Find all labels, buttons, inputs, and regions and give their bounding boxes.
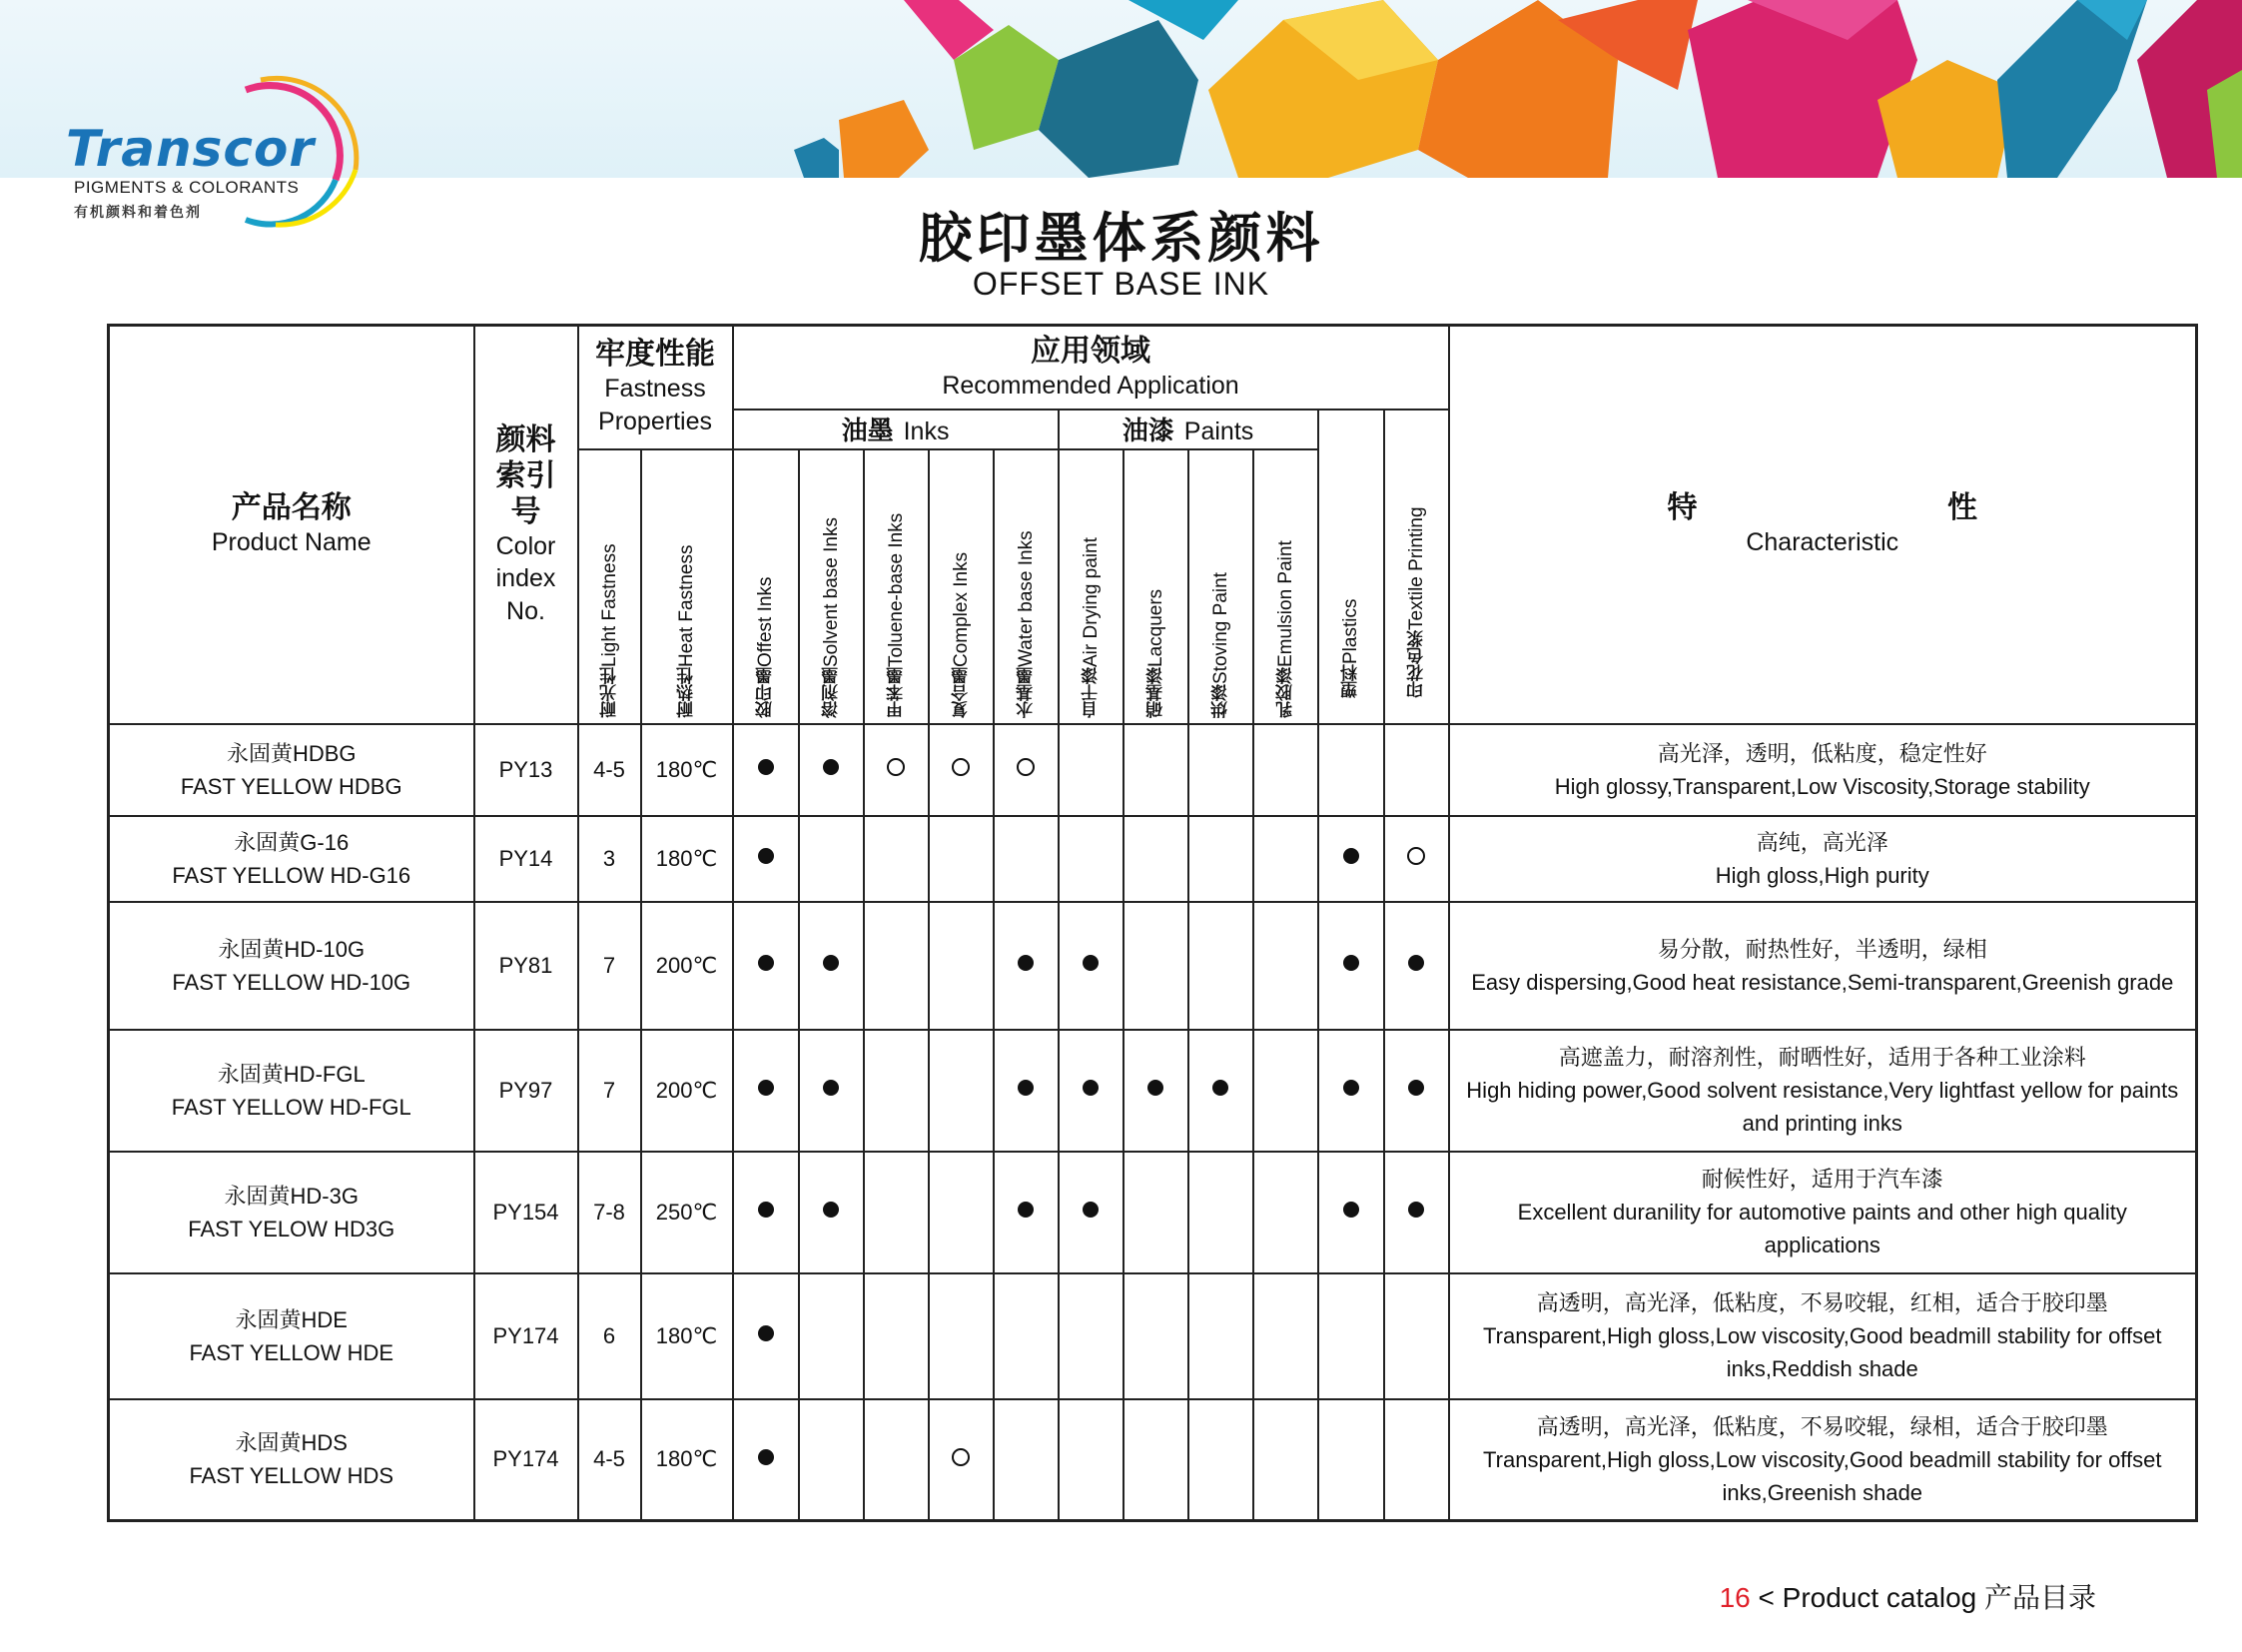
filled-dot-icon xyxy=(1343,1080,1359,1096)
product-table-wrapper xyxy=(107,324,2179,1522)
application-mark-cell xyxy=(1318,1152,1384,1273)
application-mark-cell xyxy=(1318,902,1384,1030)
application-mark-cell xyxy=(929,724,994,816)
header-col-cn: 耐光性 xyxy=(599,666,620,718)
header-col-textile xyxy=(1384,410,1449,724)
header-col-lacquers xyxy=(1123,449,1188,724)
heat-fastness-cell: 180℃ xyxy=(641,1399,733,1521)
heat-fastness-cell: 200℃ xyxy=(641,902,733,1030)
application-mark-cell xyxy=(994,1152,1059,1273)
application-mark-cell xyxy=(929,1273,994,1399)
application-mark-cell xyxy=(733,902,799,1030)
header-col-en: Air Drying paint xyxy=(1080,536,1102,667)
application-mark-cell xyxy=(1188,1399,1253,1521)
header-col-plastics-label xyxy=(1338,430,1363,698)
header-col-water-inks xyxy=(994,449,1059,724)
application-mark-cell xyxy=(1253,724,1318,816)
header-application xyxy=(733,326,1449,410)
header-col-en: Light Fastness xyxy=(598,542,620,667)
table-row xyxy=(109,1273,2197,1399)
application-mark-cell xyxy=(1123,902,1188,1030)
color-index-cell: PY174 xyxy=(474,1273,578,1399)
application-mark-cell xyxy=(1384,1152,1449,1273)
light-fastness-cell: 3 xyxy=(578,816,641,902)
header-col-cn: 溶剂墨 xyxy=(821,666,842,718)
application-mark-cell xyxy=(733,1273,799,1399)
header-col-cn: 复合墨 xyxy=(951,666,972,718)
header-application-cn: 应用领域 xyxy=(1031,333,1151,369)
application-mark-cell xyxy=(733,1030,799,1152)
filled-dot-icon xyxy=(1408,1202,1424,1218)
filled-dot-icon xyxy=(823,759,839,775)
header-col-en: Plastics xyxy=(1340,598,1362,664)
application-mark-cell xyxy=(733,1399,799,1521)
product-name-cell xyxy=(109,816,474,902)
filled-dot-icon xyxy=(758,848,774,864)
header-col-cn: 自干漆 xyxy=(1081,666,1102,718)
header-col-cn: 甲苯墨 xyxy=(886,666,907,718)
product-name-en: FAST YELOW HD3G xyxy=(188,1216,395,1241)
filled-dot-icon xyxy=(1083,955,1099,971)
header-col-en: Offest Inks xyxy=(755,576,777,667)
characteristic-cn: 易分散，耐热性好，半透明，绿相 xyxy=(1657,936,1987,962)
filled-dot-icon xyxy=(758,955,774,971)
header-col-en: Emulsion Paint xyxy=(1274,539,1296,667)
characteristic-cell xyxy=(1449,724,2197,816)
application-mark-cell xyxy=(1318,1399,1384,1521)
product-name-cell xyxy=(109,1399,474,1521)
color-index-cell: PY81 xyxy=(474,902,578,1030)
filled-dot-icon xyxy=(1083,1080,1099,1096)
application-mark-cell xyxy=(1188,724,1253,816)
header-col-label xyxy=(884,450,909,718)
application-mark-cell xyxy=(733,816,799,902)
header-col-light-fastness xyxy=(578,449,641,724)
header-col-label xyxy=(1208,450,1233,718)
header-col-label xyxy=(1273,450,1298,718)
product-table xyxy=(107,324,2198,1522)
header-col-en: Water base Inks xyxy=(1015,529,1037,667)
heat-fastness-cell: 180℃ xyxy=(641,816,733,902)
color-index-cell: PY174 xyxy=(474,1399,578,1521)
header-inks-en: Inks xyxy=(903,417,950,445)
header-col-stoving-paint xyxy=(1188,449,1253,724)
header-characteristic-en: Characteristic xyxy=(1746,528,1899,556)
filled-dot-icon xyxy=(1343,848,1359,864)
application-mark-cell xyxy=(994,1273,1059,1399)
application-mark-cell xyxy=(799,1030,864,1152)
application-mark-cell xyxy=(864,902,929,1030)
application-mark-cell xyxy=(994,1030,1059,1152)
header-col-en: Stoving Paint xyxy=(1209,571,1231,684)
characteristic-cn: 高透明，高光泽，低粘度，不易咬辊，红相，适合于胶印墨 xyxy=(1536,1290,2108,1315)
filled-dot-icon xyxy=(1408,955,1424,971)
header-col-air-drying-paint xyxy=(1059,449,1123,724)
filled-dot-icon xyxy=(758,1325,774,1341)
header-characteristic xyxy=(1449,326,2197,724)
header-product-name-cn: 产品名称 xyxy=(231,490,352,525)
header-col-toluene-inks xyxy=(864,449,929,724)
application-mark-cell xyxy=(1253,1030,1318,1152)
table-row xyxy=(109,724,2197,816)
header-col-complex-inks xyxy=(929,449,994,724)
application-mark-cell xyxy=(929,816,994,902)
characteristic-cn: 高透明，高光泽，低粘度，不易咬辊，绿相，适合于胶印墨 xyxy=(1536,1413,2108,1439)
application-mark-cell xyxy=(1059,1399,1123,1521)
application-mark-cell xyxy=(1188,816,1253,902)
product-name-cn: 永固黄HD-FGL xyxy=(217,1061,366,1087)
header-col-en: Complex Inks xyxy=(950,551,972,667)
open-circle-icon xyxy=(1407,847,1425,865)
application-mark-cell xyxy=(799,816,864,902)
application-mark-cell xyxy=(1188,1030,1253,1152)
product-name-en: FAST YELLOW HD-G16 xyxy=(172,862,411,888)
header-col-cn: 烘漆 xyxy=(1210,683,1231,718)
characteristic-cell xyxy=(1449,816,2197,902)
application-mark-cell xyxy=(1253,902,1318,1030)
application-mark-cell xyxy=(1059,902,1123,1030)
application-mark-cell xyxy=(994,902,1059,1030)
application-mark-cell xyxy=(1123,816,1188,902)
header-color-index-en: Color index No. xyxy=(495,531,556,625)
header-col-offset-inks xyxy=(733,449,799,724)
product-name-cn: 永固黄HDE xyxy=(235,1306,348,1332)
header-col-cn: 硝基漆 xyxy=(1145,666,1166,718)
header-col-textile-label xyxy=(1404,430,1429,698)
color-index-cell: PY154 xyxy=(474,1152,578,1273)
application-mark-cell xyxy=(1188,1273,1253,1399)
application-mark-cell xyxy=(799,1399,864,1521)
header-fastness-en: Fastness Properties xyxy=(598,375,712,435)
application-mark-cell xyxy=(1253,1273,1318,1399)
application-mark-cell xyxy=(799,1273,864,1399)
application-mark-cell xyxy=(864,816,929,902)
product-name-cn: 永固黄HD-3G xyxy=(224,1183,359,1209)
application-mark-cell xyxy=(929,1399,994,1521)
header-col-cn: 塑料 xyxy=(1341,663,1362,698)
product-name-cell xyxy=(109,1273,474,1399)
filled-dot-icon xyxy=(758,759,774,775)
color-index-cell: PY13 xyxy=(474,724,578,816)
logo-subtitle-cn: 有机颜料和着色剂 xyxy=(74,204,202,220)
footer-text: < Product catalog 产品目录 xyxy=(1758,1582,2096,1613)
page-title-cn: 胶印墨体系颜料 xyxy=(918,207,1324,270)
filled-dot-icon xyxy=(1343,1202,1359,1218)
header-fastness-cn: 牢度性能 xyxy=(595,337,715,373)
application-mark-cell xyxy=(1384,1399,1449,1521)
logo-wordmark: Transcor xyxy=(66,120,316,178)
color-index-cell: PY14 xyxy=(474,816,578,902)
color-index-cell: PY97 xyxy=(474,1030,578,1152)
header-col-emulsion-paint xyxy=(1253,449,1318,724)
product-name-en: FAST YELLOW HD-10G xyxy=(172,969,411,995)
application-mark-cell xyxy=(1253,1152,1318,1273)
header-col-en: Textile Printing xyxy=(1405,505,1427,630)
characteristic-cn: 高遮盖力，耐溶剂性，耐晒性好，适用于各种工业涂料 xyxy=(1558,1045,2086,1070)
heat-fastness-cell: 200℃ xyxy=(641,1030,733,1152)
application-mark-cell xyxy=(1188,902,1253,1030)
header-col-plastics xyxy=(1318,410,1384,724)
application-mark-cell xyxy=(1253,816,1318,902)
application-mark-cell xyxy=(799,902,864,1030)
characteristic-cn: 耐候性好，适用于汽车漆 xyxy=(1701,1167,1943,1192)
page-footer xyxy=(1720,1576,2096,1616)
application-mark-cell xyxy=(864,1152,929,1273)
header-fastness xyxy=(578,326,733,449)
header-col-en: Toluene-base Inks xyxy=(885,512,907,667)
header-col-en: Solvent base Inks xyxy=(820,516,842,667)
characteristic-en: High hiding power,Good solvent resistance,Very lightfast yellow for paints and printing inks xyxy=(1466,1078,2179,1136)
light-fastness-cell: 7-8 xyxy=(578,1152,641,1273)
characteristic-cn: 高纯，高光泽 xyxy=(1756,829,1888,855)
application-mark-cell xyxy=(864,1399,929,1521)
product-name-cn: 永固黄G-16 xyxy=(234,829,350,855)
characteristic-en: Transparent,High gloss,Low viscosity,Good beadmill stability for offset inks,Reddish shade xyxy=(1483,1323,2162,1381)
characteristic-cell xyxy=(1449,902,2197,1030)
filled-dot-icon xyxy=(1408,1080,1424,1096)
application-mark-cell xyxy=(799,724,864,816)
header-characteristic-cn: 特 性 xyxy=(1667,490,2097,525)
application-mark-cell xyxy=(1384,816,1449,902)
product-name-cn: 永固黄HD-10G xyxy=(218,936,366,962)
header-color-index xyxy=(474,326,578,724)
application-mark-cell xyxy=(1384,902,1449,1030)
header-col-cn: 胶印墨 xyxy=(756,666,777,718)
application-mark-cell xyxy=(994,1399,1059,1521)
application-mark-cell xyxy=(799,1152,864,1273)
filled-dot-icon xyxy=(1083,1202,1099,1218)
light-fastness-cell: 7 xyxy=(578,1030,641,1152)
table-row xyxy=(109,1152,2197,1273)
table-row xyxy=(109,902,2197,1030)
heat-fastness-cell: 180℃ xyxy=(641,724,733,816)
open-circle-icon xyxy=(952,1448,970,1466)
header-inks-cn: 油墨 xyxy=(841,416,894,446)
characteristic-en: High glossy,Transparent,Low Viscosity,Storage stability xyxy=(1554,773,2090,799)
light-fastness-cell: 6 xyxy=(578,1273,641,1399)
header-paints-en: Paints xyxy=(1183,417,1254,445)
page-number: 16 xyxy=(1719,1582,1751,1613)
application-mark-cell xyxy=(1059,816,1123,902)
header-inks xyxy=(733,410,1059,449)
product-name-en: FAST YELLOW HDS xyxy=(189,1463,394,1489)
header-col-label xyxy=(1079,450,1104,718)
logo-subtitle-en: PIGMENTS & COLORANTS xyxy=(74,178,300,197)
application-mark-cell xyxy=(1059,1273,1123,1399)
header-col-en: Lacquers xyxy=(1144,588,1166,667)
filled-dot-icon xyxy=(1147,1080,1163,1096)
filled-dot-icon xyxy=(823,955,839,971)
application-mark-cell xyxy=(1059,1030,1123,1152)
header-paints-cn: 油漆 xyxy=(1121,416,1174,446)
header-paints xyxy=(1059,410,1318,449)
application-mark-cell xyxy=(1318,1273,1384,1399)
application-mark-cell xyxy=(1384,1030,1449,1152)
header-col-solvent-inks xyxy=(799,449,864,724)
table-row xyxy=(109,1399,2197,1521)
application-mark-cell xyxy=(864,724,929,816)
header-product-name xyxy=(109,326,474,724)
header-col-cn: 耐热性 xyxy=(677,666,697,718)
product-name-cn: 永固黄HDS xyxy=(235,1430,348,1456)
application-mark-cell xyxy=(1123,724,1188,816)
product-name-en: FAST YELLOW HDBG xyxy=(180,773,402,799)
table-row xyxy=(109,1030,2197,1152)
product-name-en: FAST YELLOW HDE xyxy=(189,1339,394,1365)
characteristic-en: Easy dispersing,Good heat resistance,Semi-transparent,Greenish grade xyxy=(1471,969,2174,995)
header-col-heat-fastness xyxy=(641,449,733,724)
header-col-en: Heat Fastness xyxy=(676,544,697,667)
light-fastness-cell: 4-5 xyxy=(578,1399,641,1521)
open-circle-icon xyxy=(952,758,970,776)
application-mark-cell xyxy=(1318,724,1384,816)
header-application-en: Recommended Application xyxy=(942,371,1239,400)
characteristic-cell xyxy=(1449,1273,2197,1399)
filled-dot-icon xyxy=(1018,1080,1034,1096)
characteristic-cell xyxy=(1449,1152,2197,1273)
application-mark-cell xyxy=(1384,1273,1449,1399)
filled-dot-icon xyxy=(1212,1080,1228,1096)
characteristic-cell xyxy=(1449,1030,2197,1152)
table-row xyxy=(109,816,2197,902)
application-mark-cell xyxy=(994,816,1059,902)
filled-dot-icon xyxy=(1343,955,1359,971)
header-col-label xyxy=(1143,450,1168,718)
header-col-cn: 印花色浆 xyxy=(1406,629,1427,698)
light-fastness-cell: 7 xyxy=(578,902,641,1030)
product-name-cell xyxy=(109,724,474,816)
application-mark-cell xyxy=(733,1152,799,1273)
header-col-label xyxy=(597,450,622,718)
header-col-cn: 乳胶漆 xyxy=(1275,666,1296,718)
application-mark-cell xyxy=(929,1152,994,1273)
product-name-cell xyxy=(109,1030,474,1152)
light-fastness-cell: 4-5 xyxy=(578,724,641,816)
header-col-label xyxy=(949,450,974,718)
application-mark-cell xyxy=(1123,1273,1188,1399)
filled-dot-icon xyxy=(1018,955,1034,971)
header-col-label xyxy=(753,450,778,718)
header-col-cn: 水基墨 xyxy=(1016,666,1037,718)
filled-dot-icon xyxy=(1018,1202,1034,1218)
open-circle-icon xyxy=(1017,758,1035,776)
application-mark-cell xyxy=(994,724,1059,816)
application-mark-cell xyxy=(929,1030,994,1152)
filled-dot-icon xyxy=(823,1080,839,1096)
product-name-cell xyxy=(109,1152,474,1273)
application-mark-cell xyxy=(1123,1030,1188,1152)
filled-dot-icon xyxy=(758,1080,774,1096)
application-mark-cell xyxy=(733,724,799,816)
product-name-cn: 永固黄HDBG xyxy=(226,740,357,766)
filled-dot-icon xyxy=(823,1202,839,1218)
header-product-name-en: Product Name xyxy=(211,528,372,556)
header-col-label xyxy=(819,450,844,718)
application-mark-cell xyxy=(1123,1152,1188,1273)
application-mark-cell xyxy=(1059,724,1123,816)
application-mark-cell xyxy=(1384,724,1449,816)
characteristic-cn: 高光泽，透明，低粘度，稳定性好 xyxy=(1657,740,1987,766)
application-mark-cell xyxy=(1188,1152,1253,1273)
heat-fastness-cell: 250℃ xyxy=(641,1152,733,1273)
application-mark-cell xyxy=(1253,1399,1318,1521)
application-mark-cell xyxy=(1059,1152,1123,1273)
application-mark-cell xyxy=(1318,1030,1384,1152)
heat-fastness-cell: 180℃ xyxy=(641,1273,733,1399)
filled-dot-icon xyxy=(758,1202,774,1218)
application-mark-cell xyxy=(1318,816,1384,902)
product-name-en: FAST YELLOW HD-FGL xyxy=(171,1094,411,1120)
characteristic-en: Transparent,High gloss,Low viscosity,Good beadmill stability for offset inks,Greenish shade xyxy=(1483,1446,2162,1505)
characteristic-cell xyxy=(1449,1399,2197,1521)
application-mark-cell xyxy=(929,902,994,1030)
header-col-label xyxy=(674,450,699,718)
application-mark-cell xyxy=(864,1030,929,1152)
application-mark-cell xyxy=(1123,1399,1188,1521)
page-title-en: OFFSET BASE INK xyxy=(972,266,1270,302)
characteristic-en: Excellent duranility for automotive paints and other high quality applications xyxy=(1517,1200,2127,1257)
characteristic-en: High gloss,High purity xyxy=(1715,862,1929,888)
header-col-label xyxy=(1014,450,1039,718)
product-name-cell xyxy=(109,902,474,1030)
application-mark-cell xyxy=(864,1273,929,1399)
header-color-index-cn: 颜料索引号 xyxy=(495,421,556,529)
filled-dot-icon xyxy=(758,1449,774,1465)
open-circle-icon xyxy=(887,758,905,776)
